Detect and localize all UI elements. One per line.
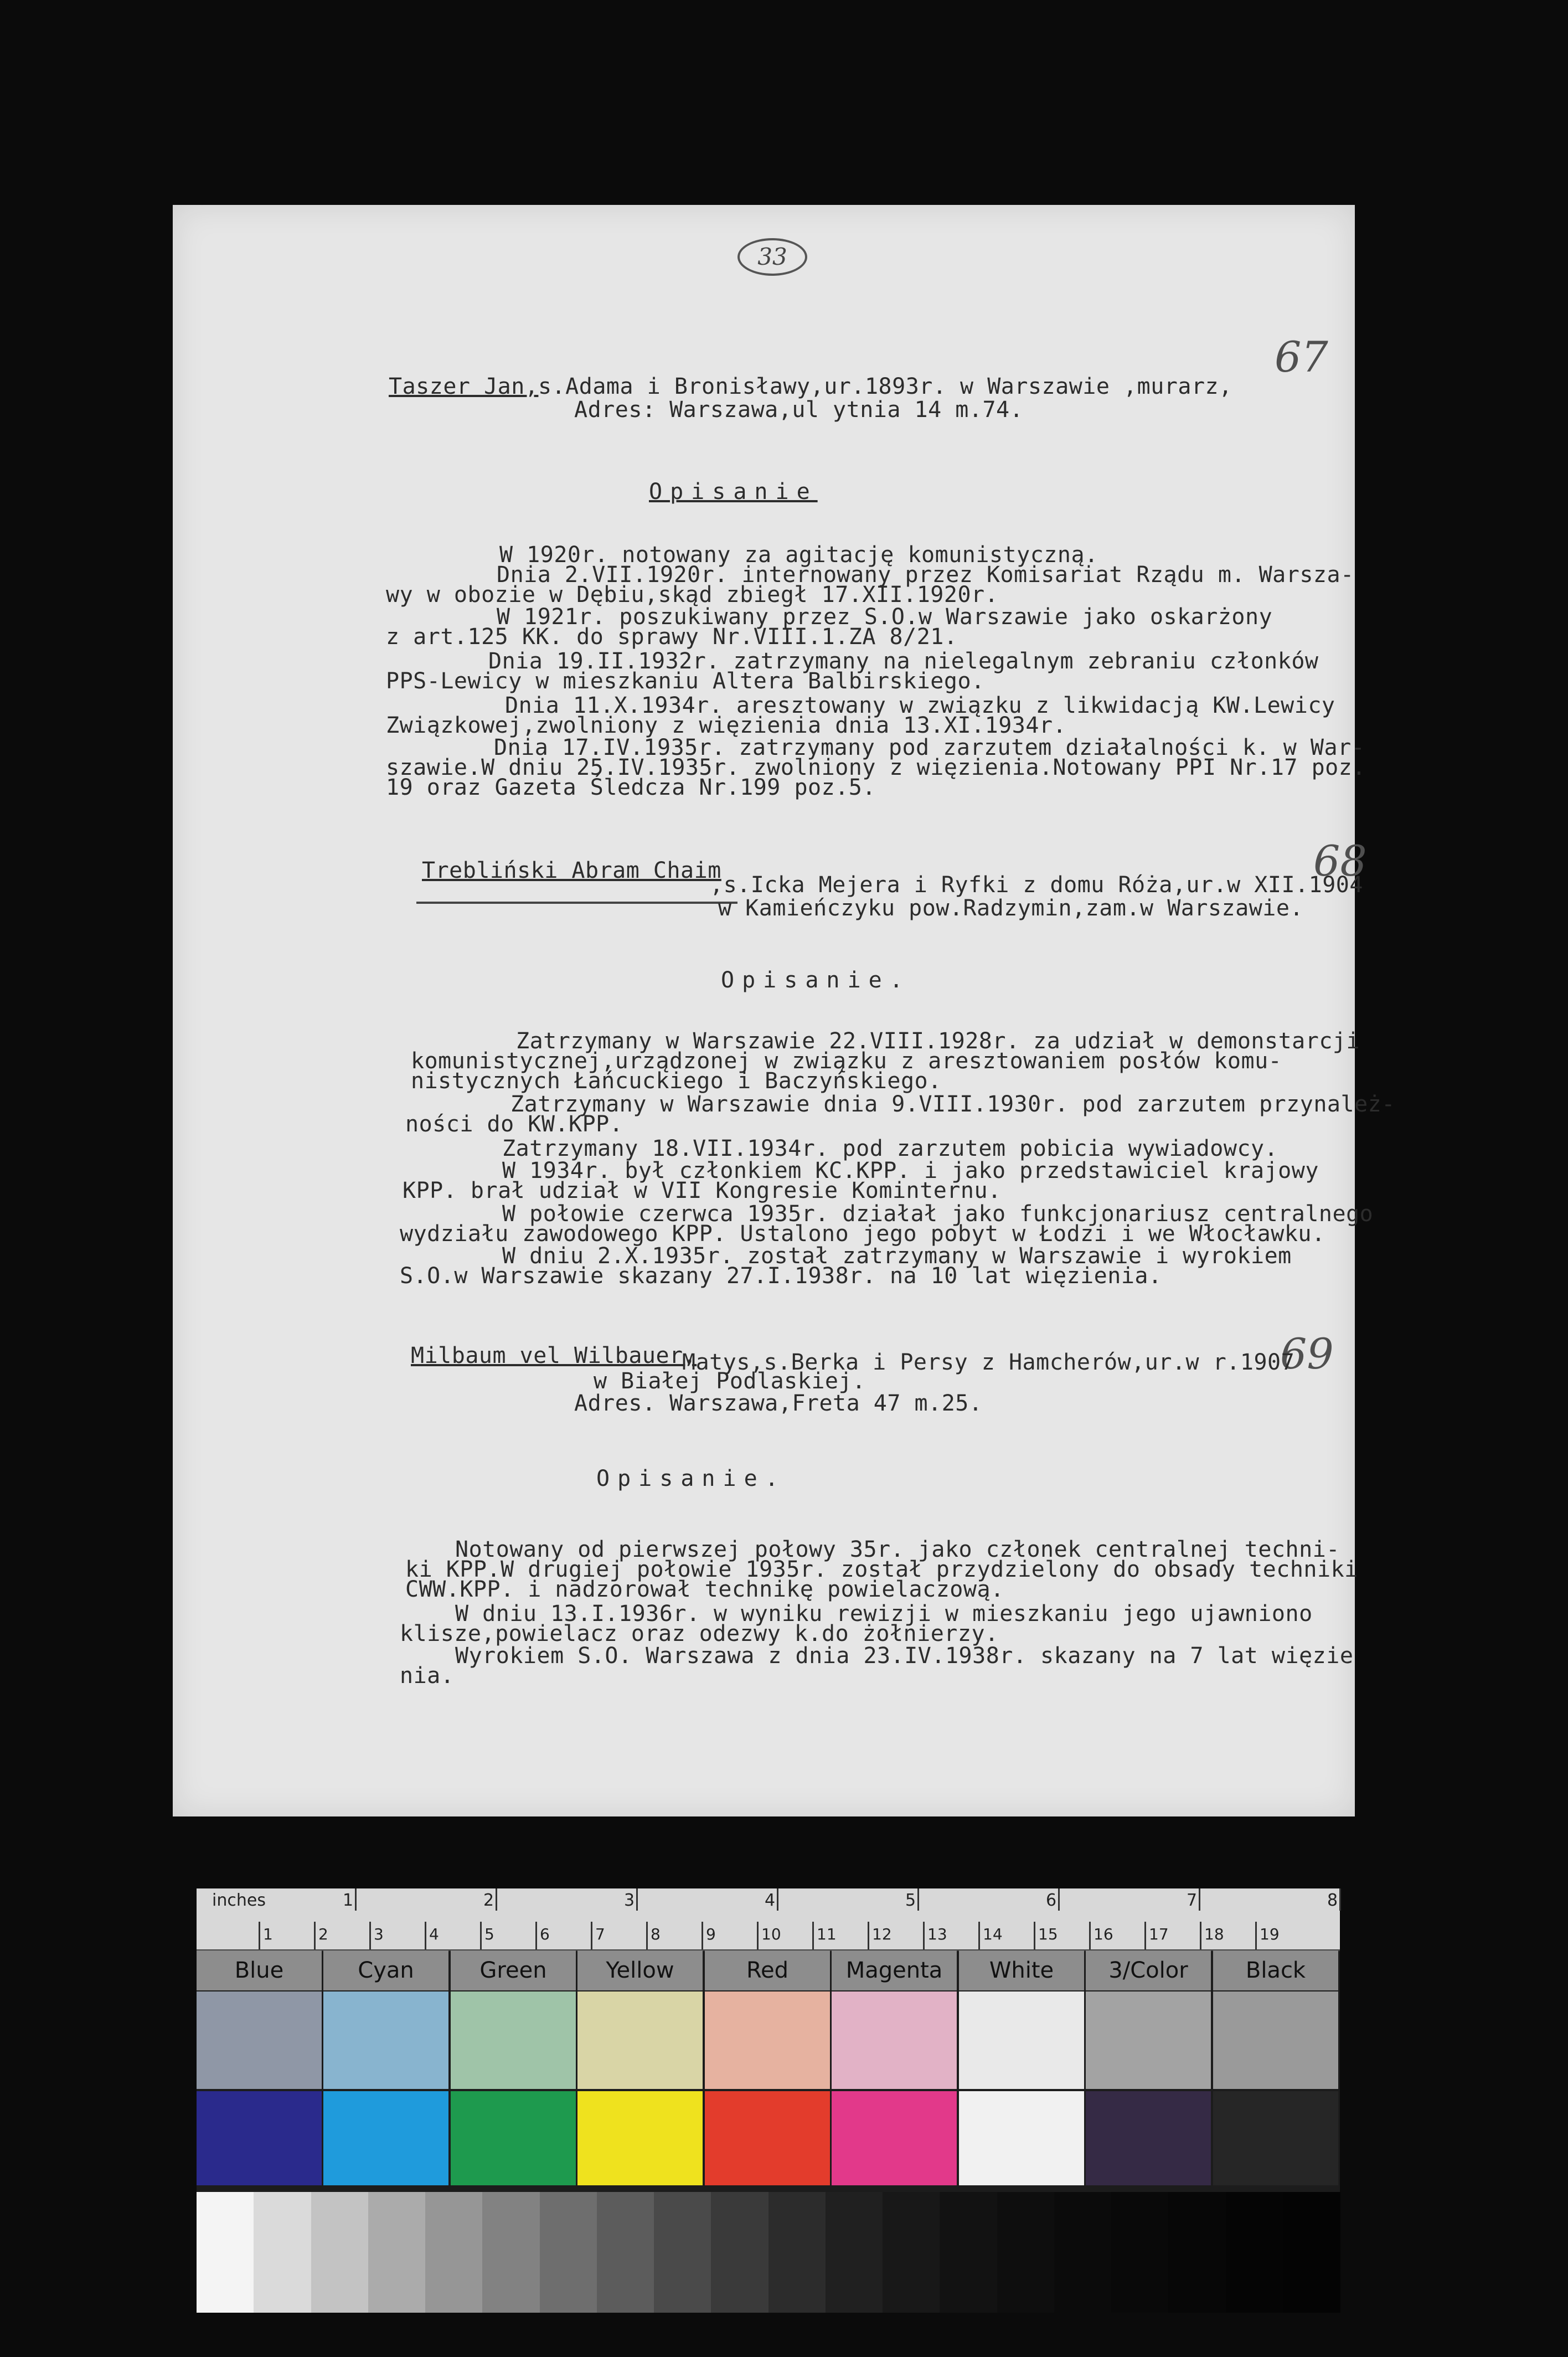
ruler-cm-tick <box>480 1922 482 1949</box>
ruler-inch-label: 7 <box>1187 1891 1198 1910</box>
patch-label: Blue <box>197 1951 322 1990</box>
ruler-cm-label: 19 <box>1260 1925 1280 1943</box>
entry3-header-line-3: Adres. Warszawa,Freta 47 m.25. <box>574 1391 983 1416</box>
ruler-cm-tick <box>812 1922 814 1949</box>
ruler-cm-label: 12 <box>872 1925 892 1943</box>
entry3-header-line-1: Matys,s.Berka i Persy z Hamcherów,ur.w r.1907 <box>682 1350 1295 1375</box>
patch-label: Red <box>705 1951 830 1990</box>
entry2-body-line: Zatrzymany w Warszawie 22.VIII.1928r. za udział w demonstarcji <box>516 1028 1360 1054</box>
entry2-body-line: Zatrzymany 18.VII.1934r. pod zarzutem pobicia wywiadowcy. <box>502 1136 1278 1161</box>
entry1-body-line: Związkowej,zwolniony z więzienia dnia 13.XI.1934r. <box>386 713 1067 738</box>
ruler-cm-tick <box>591 1922 592 1949</box>
ruler-cm-label: 15 <box>1038 1925 1058 1943</box>
ruler-inch-tick <box>1199 1888 1200 1911</box>
patch-dark <box>832 2091 957 2185</box>
ruler-cm-tick <box>259 1922 260 1949</box>
gray-step <box>711 2192 768 2313</box>
ruler-cm-tick <box>1089 1922 1091 1949</box>
ruler-inch-label: 2 <box>483 1891 494 1910</box>
entry3-name: Milbaum vel Wilbauer, <box>411 1343 697 1368</box>
patch-light <box>832 1991 957 2089</box>
patch-dark <box>1086 2091 1211 2185</box>
entry1-body-line: z art.125 KK. do sprawy Nr.VIII.1.ZA 8/21. <box>386 624 958 650</box>
gray-step <box>654 2192 711 2313</box>
ruler-inch-tick <box>355 1888 357 1911</box>
entry2-name: Trebliński Abram Chaim <box>422 858 721 883</box>
entry1-heading: Opisanie <box>649 479 818 505</box>
entry1-body-line: 19 oraz Gazeta Śledcza Nr.199 poz.5. <box>386 775 876 800</box>
entry1-body-line: W 1920r. notowany za agitację komunistyczną. <box>499 542 1098 568</box>
entry2-body-line: KPP. brał udział w VII Kongresie Kominternu. <box>403 1178 1002 1203</box>
gray-step <box>254 2192 311 2313</box>
patch-light <box>197 1991 322 2089</box>
entry2-header-line-2: w Kamieńczyku pow.Radzymin,zam.w Warszawie. <box>718 896 1304 921</box>
ruler-inch-label: 1 <box>343 1891 354 1910</box>
ruler-inch-tick <box>777 1888 778 1911</box>
entry3-body-line: W dniu 13.I.1936r. w wyniku rewizji w mieszkaniu jego ujawniono <box>455 1601 1313 1627</box>
gray-step <box>197 2192 254 2313</box>
patch-label: White <box>959 1951 1084 1990</box>
entry3-body-line: ki KPP.W drugiej połowie 1935r. został przydzielony do obsady techniki <box>405 1557 1358 1582</box>
entry1-body-line: Dnia 2.VII.1920r. internowany przez Komisariat Rządu m. Warsza- <box>497 562 1354 588</box>
patch-light <box>1086 1991 1211 2089</box>
ruler-inch-tick <box>636 1888 638 1911</box>
patch-dark <box>959 2091 1084 2185</box>
ruler-cm-label: 6 <box>540 1925 550 1943</box>
gray-step <box>997 2192 1055 2313</box>
entry2-body-line: nistycznych Łańcuckiego i Baczyńskiego. <box>411 1068 942 1094</box>
margin-number-3: 69 <box>1280 1329 1334 1378</box>
ruler-cm-label: 10 <box>761 1925 781 1943</box>
patch-light <box>577 1991 703 2089</box>
patch-dark <box>705 2091 830 2185</box>
patch-label: Black <box>1213 1951 1338 1990</box>
ruler-cm-tick <box>369 1922 371 1949</box>
ruler-cm-label: 7 <box>595 1925 605 1943</box>
ruler-inch-tick <box>917 1888 919 1911</box>
patch-dark <box>1213 2091 1338 2185</box>
entry3-body-line: Notowany od pierwszej połowy 35r. jako członek centralnej techni- <box>455 1537 1340 1562</box>
ruler-inch-tick <box>1058 1888 1060 1911</box>
ruler-unit-label: inches <box>212 1891 266 1910</box>
ruler-cm-label: 3 <box>374 1925 384 1943</box>
ruler-cm-tick <box>314 1922 316 1949</box>
entry3-header-line-2: w Białej Podlaskiej. <box>594 1368 866 1394</box>
gray-step <box>1283 2192 1340 2313</box>
entry3-body-line: nia. <box>400 1663 455 1689</box>
ruler-cm-label: 16 <box>1094 1925 1113 1943</box>
entry2-header-line-1: ,s.Icka Mejera i Ryfki z domu Róża,ur.w XII.1904 <box>710 872 1363 898</box>
inch-cm-ruler <box>197 1888 1340 1951</box>
entry1-header-line-2: Adres: Warszawa,ul ytnia 14 m.74. <box>574 397 1024 423</box>
ruler-inch-label: 8 <box>1327 1891 1338 1910</box>
ruler-cm-label: 2 <box>318 1925 328 1943</box>
ruler-cm-label: 14 <box>983 1925 1003 1943</box>
ruler-cm-label: 5 <box>484 1925 494 1943</box>
gray-step <box>883 2192 940 2313</box>
color-calibration-target <box>197 1888 1340 2313</box>
ruler-cm-tick <box>702 1922 703 1949</box>
entry3-body-line: klisze,powielacz oraz odezwy k.do żołnierzy. <box>400 1621 999 1646</box>
ruler-cm-tick <box>425 1922 426 1949</box>
ruler-cm-tick <box>978 1922 980 1949</box>
gray-step <box>540 2192 597 2313</box>
page-number: 33 <box>757 243 787 270</box>
ruler-cm-label: 8 <box>651 1925 661 1943</box>
gray-step <box>425 2192 483 2313</box>
entry3-body-line: CWW.KPP. i nadzorował technikę powielaczową. <box>405 1577 1004 1602</box>
entry2-body-line: Zatrzymany w Warszawie dnia 9.VIII.1930r. pod zarzutem przynależ- <box>510 1092 1395 1117</box>
entry1-body-line: W 1921r. poszukiwany przez S.O.w Warszawie jako oskarżony <box>497 604 1273 630</box>
patch-label: 3/Color <box>1086 1951 1211 1990</box>
gray-step <box>940 2192 997 2313</box>
entry2-body-line: W dniu 2.X.1935r. został zatrzymany w Warszawie i wyrokiem <box>502 1243 1292 1269</box>
patch-label: Magenta <box>832 1951 957 1990</box>
margin-number-2: 68 <box>1313 836 1367 886</box>
ruler-cm-tick <box>923 1922 925 1949</box>
ruler-cm-label: 11 <box>817 1925 837 1943</box>
entry2-body-line: S.O.w Warszawie skazany 27.I.1938r. na 10 lat więzienia. <box>400 1263 1162 1289</box>
ruler-cm-tick <box>868 1922 869 1949</box>
entry2-body-line: komunistycznej,urządzonej w związku z aresztowaniem posłów komu- <box>411 1048 1282 1074</box>
patch-label: Yellow <box>577 1951 703 1990</box>
ruler-cm-tick <box>1034 1922 1035 1949</box>
entry1-body-line: Dnia 11.X.1934r. aresztowany w związku z likwidacją KW.Lewicy <box>505 693 1335 718</box>
entry3-body-line: Wyrokiem S.O. Warszawa z dnia 23.IV.1938r. skazany na 7 lat więzie <box>455 1643 1354 1669</box>
document-page <box>173 205 1395 1816</box>
ruler-inch-label: 4 <box>765 1891 776 1910</box>
gray-step <box>368 2192 426 2313</box>
patch-dark <box>197 2091 322 2185</box>
patch-light <box>451 1991 576 2089</box>
entry2-heading: Opisanie. <box>721 967 911 993</box>
ruler-cm-tick <box>1200 1922 1201 1949</box>
gray-step <box>311 2192 369 2313</box>
entry1-header-line-1: s.Adama i Bronisławy,ur.1893r. w Warszawie ,murarz, <box>538 374 1232 399</box>
entry1-body-line: wy w obozie w Dębiu,skąd zbiegł 17.XII.1920r. <box>386 582 999 608</box>
gray-step <box>1226 2192 1283 2313</box>
entry2-body-line: W połowie czerwca 1935r. działał jako funkcjonariusz centralnego <box>502 1201 1374 1227</box>
patch-light <box>705 1991 830 2089</box>
entry1-body-line: PPS-Lewicy w mieszkaniu Altera Balbirskiego. <box>386 668 985 694</box>
ruler-inch-tick <box>1339 1888 1341 1911</box>
ruler-cm-tick <box>1144 1922 1146 1949</box>
entry2-name-rule <box>416 902 737 904</box>
ruler-inch-label: 5 <box>905 1891 916 1910</box>
ruler-cm-label: 17 <box>1149 1925 1169 1943</box>
ruler-cm-label: 9 <box>706 1925 716 1943</box>
gray-step <box>1054 2192 1112 2313</box>
entry1-body-line: Dnia 17.IV.1935r. zatrzymany pod zarzutem działalności k. w War- <box>494 735 1365 760</box>
ruler-cm-label: 1 <box>263 1925 273 1943</box>
ruler-cm-tick <box>757 1922 759 1949</box>
gray-step <box>768 2192 826 2313</box>
ruler-inch-label: 3 <box>624 1891 635 1910</box>
ruler-cm-tick <box>535 1922 537 1949</box>
ruler-cm-tick <box>1255 1922 1257 1949</box>
entry2-body-line: ności do KW.KPP. <box>405 1111 623 1137</box>
gray-step <box>482 2192 540 2313</box>
patch-label: Green <box>451 1951 576 1990</box>
margin-number-1: 67 <box>1275 332 1328 382</box>
ruler-inch-label: 6 <box>1046 1891 1057 1910</box>
ruler-cm-label: 4 <box>429 1925 439 1943</box>
gray-step <box>1168 2192 1226 2313</box>
entry1-body-line: Dnia 19.II.1932r. zatrzymany na nielegalnym zebraniu członków <box>488 649 1319 674</box>
gray-step <box>1111 2192 1169 2313</box>
entry1-body-line: szawie.W dniu 25.IV.1935r. zwolniony z więzienia.Notowany PPI Nr.17 poz. <box>386 755 1366 780</box>
patch-light <box>1213 1991 1338 2089</box>
patch-dark <box>323 2091 448 2185</box>
ruler-inch-tick <box>496 1888 497 1911</box>
entry3-heading: Opisanie. <box>596 1466 786 1491</box>
entry1-name: Taszer Jan, <box>389 374 539 399</box>
patch-label: Cyan <box>323 1951 448 1990</box>
page-number-stamp <box>737 238 807 276</box>
gray-step <box>826 2192 883 2313</box>
entry2-body-line: W 1934r. był członkiem KC.KPP. i jako przedstawiciel krajowy <box>502 1158 1319 1183</box>
ruler-cm-tick <box>646 1922 648 1949</box>
ruler-cm-label: 18 <box>1204 1925 1224 1943</box>
patch-light <box>959 1991 1084 2089</box>
gray-step <box>597 2192 654 2313</box>
patch-dark <box>577 2091 703 2185</box>
ruler-cm-label: 13 <box>927 1925 947 1943</box>
patch-light <box>323 1991 448 2089</box>
entry2-body-line: wydziału zawodowego KPP. Ustalono jego pobyt w Łodzi i we Włocławku. <box>400 1221 1325 1247</box>
patch-dark <box>451 2091 576 2185</box>
